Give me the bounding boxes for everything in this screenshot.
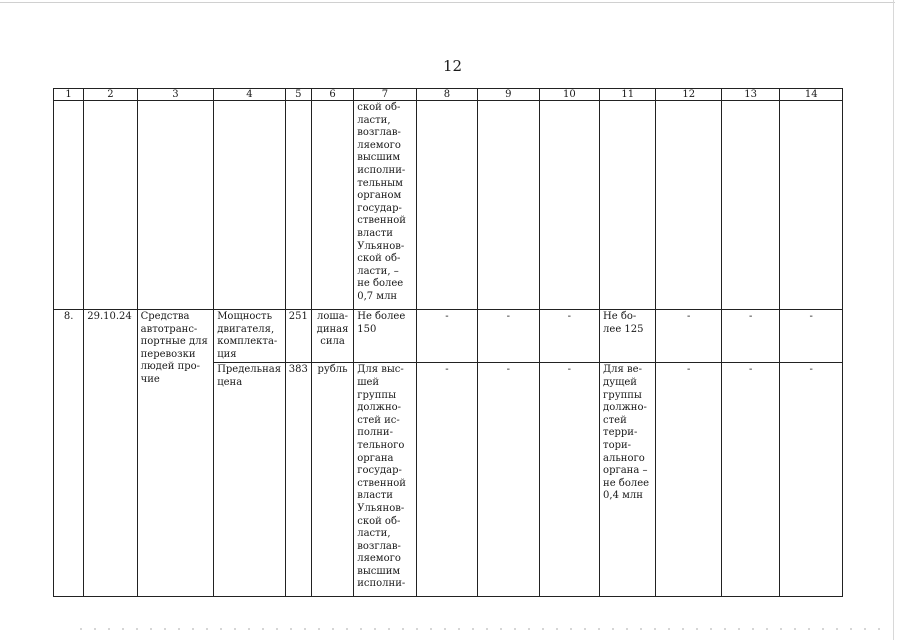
column-number-header: 4 (214, 89, 286, 101)
value-col13: - (721, 363, 779, 597)
continuation-row (54, 101, 843, 310)
characteristic-name: Мощность двигателя, комплекта-ция (214, 310, 286, 363)
value-col12: - (656, 363, 721, 597)
table-cell (137, 101, 214, 310)
column-number-header: 8 (416, 89, 477, 101)
value-col10: - (539, 310, 599, 363)
column-number-header: 3 (137, 89, 214, 101)
table-cell (416, 101, 477, 310)
specification-table (53, 88, 843, 597)
column-number-header: 7 (354, 89, 416, 101)
table-cell (478, 101, 539, 310)
characteristic-name: Предельная цена (214, 363, 286, 597)
column-number-header: 13 (721, 89, 779, 101)
column-number-header: 11 (600, 89, 656, 101)
table-cell (84, 101, 137, 310)
unit-name: рубль (311, 363, 353, 597)
value-col14: - (780, 363, 843, 597)
okei-code: 251 (285, 310, 311, 363)
value-col12: - (656, 310, 721, 363)
column-number-header: 5 (285, 89, 311, 101)
item-name: Средства автотранс-портные для перевозки людей про-чие (137, 310, 214, 597)
value-col7: Для выс-шей группы должно-стей ис-полни-тельного органа государ-ственной власти Ульянов-ской об-ласти, возглав-ляемого высшим исполни- (354, 363, 416, 597)
value-col8: - (416, 363, 477, 597)
value-col7: Не более 150 (354, 310, 416, 363)
column-number-header: 9 (478, 89, 539, 101)
scan-edge-right (893, 0, 894, 640)
page-number: 12 (442, 57, 463, 75)
table-cell (721, 101, 779, 310)
value-col13: - (721, 310, 779, 363)
column-number-header: 12 (656, 89, 721, 101)
item-code: 29.10.24 (84, 310, 137, 597)
table-cell (780, 101, 843, 310)
unit-name: лоша-диная сила (311, 310, 353, 363)
continuation-col7-text: ской об-ласти, возглав-ляемого высшим исполни-тельным органом государ-ственной власти Ульянов-ской об-ласти, – не более 0,7 млн (354, 101, 416, 310)
value-col10: - (539, 363, 599, 597)
column-number-header: 2 (84, 89, 137, 101)
column-number-header: 10 (539, 89, 599, 101)
column-number-row (54, 89, 843, 101)
value-col11: Для ве-дущей группы должно-стей терри-тори-ального органа – не более 0,4 млн (600, 363, 656, 597)
table-cell (311, 101, 353, 310)
column-number-header: 14 (780, 89, 843, 101)
scan-edge-top (0, 2, 895, 3)
item-number: 8. (54, 310, 84, 597)
table-cell (285, 101, 311, 310)
table-cell (54, 101, 84, 310)
table-cell (214, 101, 286, 310)
okei-code: 383 (285, 363, 311, 597)
value-col14: - (780, 310, 843, 363)
value-col9: - (478, 363, 539, 597)
column-number-header: 1 (54, 89, 84, 101)
table-cell (656, 101, 721, 310)
scan-noise (80, 628, 880, 630)
value-col8: - (416, 310, 477, 363)
column-number-header: 6 (311, 89, 353, 101)
value-col11: Не бо-лее 125 (600, 310, 656, 363)
value-col9: - (478, 310, 539, 363)
item-row-power (54, 310, 843, 363)
table-cell (539, 101, 599, 310)
table-cell (600, 101, 656, 310)
